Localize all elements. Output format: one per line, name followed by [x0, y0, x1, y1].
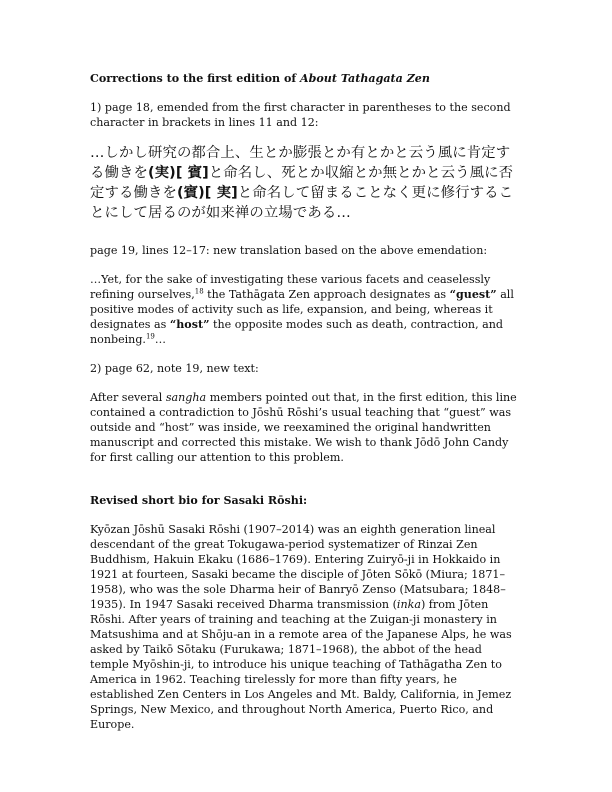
corrections-heading [90, 71, 524, 86]
translation-text-5: … [154, 333, 166, 346]
japanese-text-2: と命名し、死とか収縮とか無とかと云う風に否定する働きを [90, 165, 514, 201]
translation-text-2: the Tathāgata Zen approach designates as [203, 288, 450, 301]
japanese-text-1: …しかし研究の都合上、生とか膨張とか有とかと云う風に肯定する働きを [90, 145, 511, 181]
note-text-1: After several [90, 391, 166, 404]
term-sangha: sangha [165, 391, 207, 404]
book-title: About Tathagata Zen [300, 72, 430, 85]
note-text-2: members pointed out that, in the first edition, this line contained a contradiction to Jōshū Rōshi’s usual teaching that “guest” was outside and “host” was inside, we reexamined the original handwritten manuscript and corrected this mistake. We wish to thank Jōdō John Candy for first calling our attention to this problem. [90, 391, 517, 464]
translation-passage [90, 272, 524, 347]
bio-text [90, 522, 524, 732]
japanese-passage [90, 143, 524, 223]
translation-text-4: the opposite modes such as death, contraction, and nonbeing. [90, 318, 503, 346]
japanese-emendation-2: (賓)[ 実] [176, 185, 238, 201]
corrections-heading-prefix: Corrections to the first edition of [90, 72, 301, 85]
term-guest: “guest” [449, 288, 497, 301]
correction-item-1: 1) page 18, emended from the first character in parentheses to the second character in brackets in lines 11 and 12: [90, 101, 511, 129]
footnote-ref-19: 19 [145, 332, 155, 341]
correction-item-2: 2) page 62, note 19, new text: [90, 362, 259, 375]
japanese-text-3: と命名して留まることなく更に修行することにして居るのが如来禅の立場である… [90, 185, 514, 221]
bio-text-2: ) from Jōten Rōshi. After years of training and teaching at the Zuigan-ji monastery in Matsushima and at Shōju-an in a remote area of the Japanese Alps, he was asked by Taikō Sōtaku (Furukawa; 1871–1968), the abbot of the head temple Myōshin-ji, to introduce his unique teaching of Tathāgatha Zen to America in 1962. Teaching tirelessly for more than fifty years, he established Zen Centers in Los Angeles and Mt. Baldy, California, in Jemez Springs, New Mexico, and throughout North America, Puerto Rico, and Europe. [90, 598, 512, 731]
correction-item-1b: page 19, lines 12–17: new translation based on the above emendation: [90, 244, 488, 257]
footnote-ref-18: 18 [194, 287, 204, 296]
note-text [90, 390, 524, 465]
term-inka: inka [396, 598, 421, 611]
japanese-emendation-1: (実)[ 賓] [147, 165, 209, 181]
term-host: “host” [169, 318, 210, 331]
translation-text-3: all positive modes of activity such as life, expansion, and being, whereas it designates as [90, 288, 514, 331]
translation-text-1: …Yet, for the sake of investigating these various facets and ceaselessly refining ourselves, [90, 273, 491, 301]
bio-text-1: Kyōzan Jōshū Sasaki Rōshi (1907–2014) was an eighth generation lineal descendant of the great Tokugawa-period systematizer of Rinzai Zen Buddhism, Hakuin Ekaku (1686–1769). Entering Zuiryō-ji in Hokkaido in 1921 at fourteen, Sasaki became the disciple of Jōten Sōkō (Miura; 1871–1958), who was the sole Dharma heir of Banryō Zenso (Matsubara; 1848–1935). In 1947 Sasaki received Dharma transmission ( [90, 523, 506, 611]
bio-heading: Revised short bio for Sasaki Rōshi: [90, 494, 308, 507]
